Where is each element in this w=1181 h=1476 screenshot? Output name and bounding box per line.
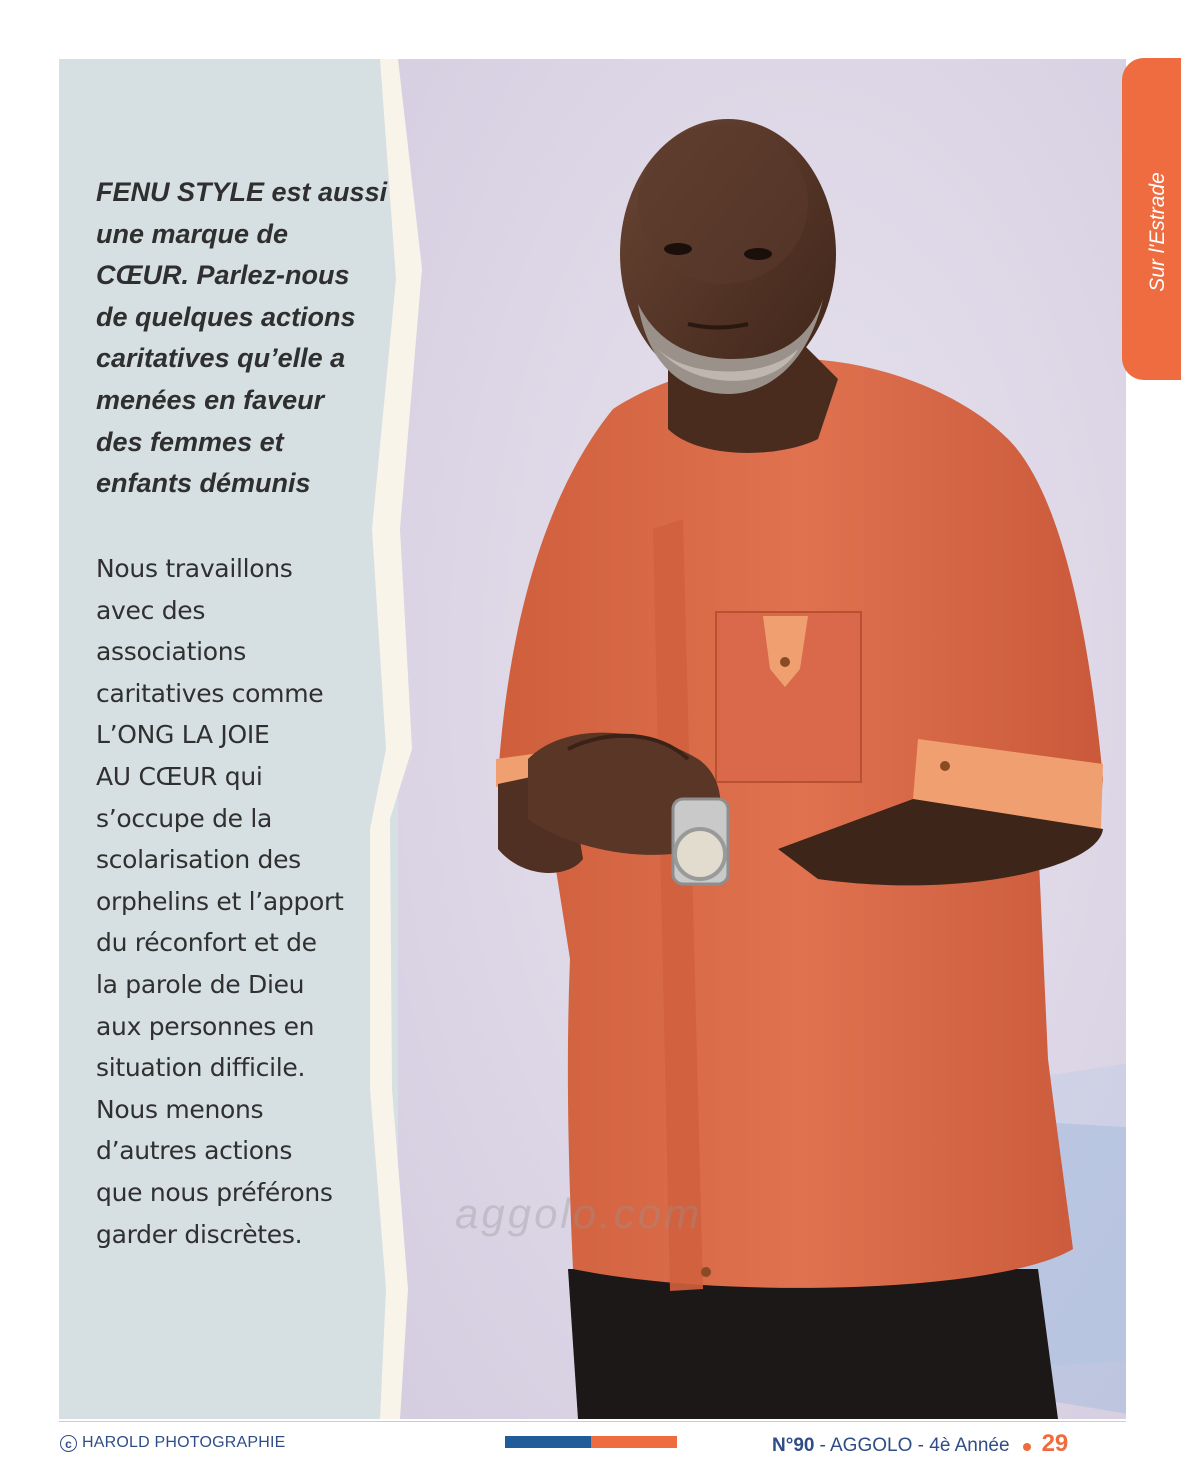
interview-question: FENU STYLE est aussi une marque de CŒUR. Parlez-nous de quelques actions caritatives qu’elle a menées en faveur des femmes et enfants démunis xyxy=(96,177,388,499)
copyright-icon: c xyxy=(60,1435,77,1452)
issue-details: - AGGOLO - 4è Année xyxy=(819,1435,1010,1456)
footer-bar-blue xyxy=(505,1436,591,1448)
photo-credit-label: HAROLD PHOTOGRAPHIE xyxy=(82,1434,286,1451)
photo-credit xyxy=(60,1434,286,1452)
issue-number: N°90 xyxy=(772,1435,815,1456)
bullet-dot xyxy=(1023,1443,1031,1451)
section-tab-label: Sur l'Estrade xyxy=(1146,172,1169,292)
page-number: 29 xyxy=(1041,1430,1069,1457)
site-watermark: aggolo.com xyxy=(455,1190,703,1237)
interview-answer: Nous travaillons avec des associations caritatives comme L’ONG LA JOIE AU CŒUR qui s’occupe de la scolarisation des orphelins et l’apport du réconfort et de la parole de Dieu aux personnes en situation difficile. Nous menons d’autres actions que nous préférons garder discrètes. xyxy=(96,554,344,1249)
issue-info xyxy=(772,1430,1068,1458)
footer-divider xyxy=(59,1421,1126,1422)
footer-bar-orange xyxy=(591,1436,677,1448)
